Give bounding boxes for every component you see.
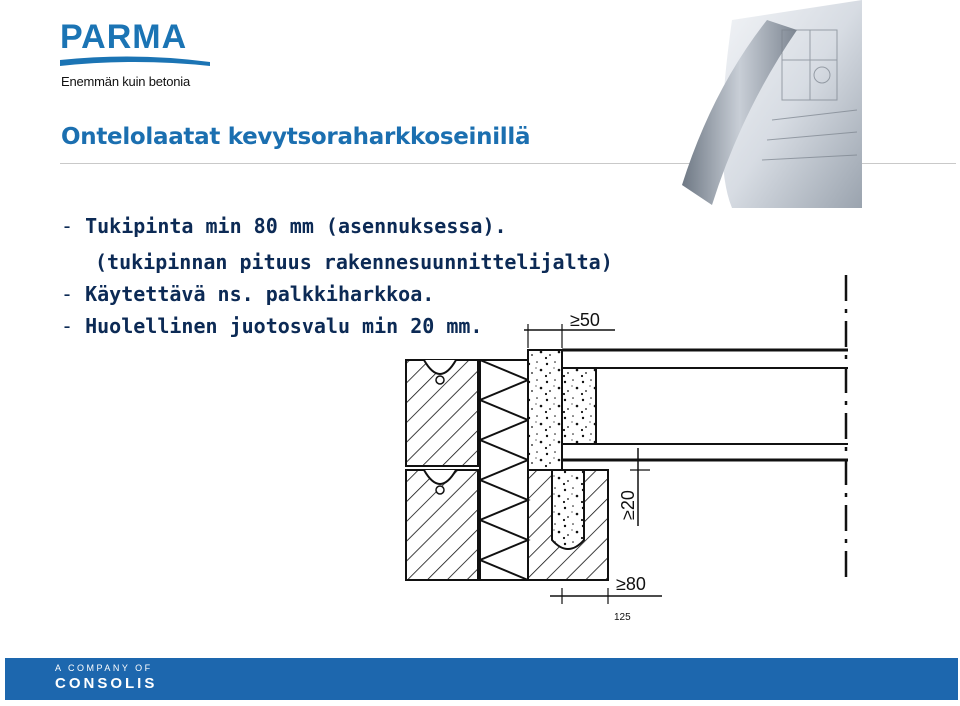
bullet-text: Käytettävä ns. palkkiharkkoa. — [85, 282, 435, 306]
footer-bar — [5, 658, 958, 700]
dimension-top — [524, 310, 615, 348]
bullet-text: (tukipinnan pituus rakennesuunnittelijalta) — [95, 250, 613, 274]
tagline: Enemmän kuin betonia — [61, 74, 190, 89]
wall-slab-detail-drawing — [400, 270, 860, 625]
dim-side-label: ≥20 — [618, 490, 638, 520]
wall-block-lower — [406, 470, 478, 580]
bullet-marker: - — [61, 214, 74, 238]
footer-company-of: A COMPANY OF — [55, 663, 153, 673]
blueprint-roll-icon — [672, 0, 862, 210]
dim-total-label: 125 — [614, 612, 631, 623]
bullet-text: Tukipinta min 80 mm (asennuksessa). — [85, 214, 507, 238]
wall-block-upper — [406, 360, 478, 466]
logo-text: PARMA — [60, 18, 188, 56]
insulation-layer — [480, 360, 528, 580]
footer-consolis: CONSOLIS — [55, 675, 158, 692]
dim-top-label: ≥50 — [570, 310, 600, 330]
bullet-item — [61, 214, 507, 238]
dimension-bottom — [550, 574, 662, 623]
dim-bottom-label: ≥80 — [616, 574, 646, 594]
page-title: Ontelolaatat kevytsoraharkkoseinillä — [61, 124, 531, 150]
bullet-marker: - — [61, 282, 74, 306]
bullet-item — [61, 282, 434, 306]
parma-logo-icon — [60, 12, 230, 82]
beam-block — [528, 350, 608, 580]
bullet-marker: - — [61, 314, 74, 338]
bullet-text: Huolellinen juotosvalu min 20 mm. — [85, 314, 483, 338]
